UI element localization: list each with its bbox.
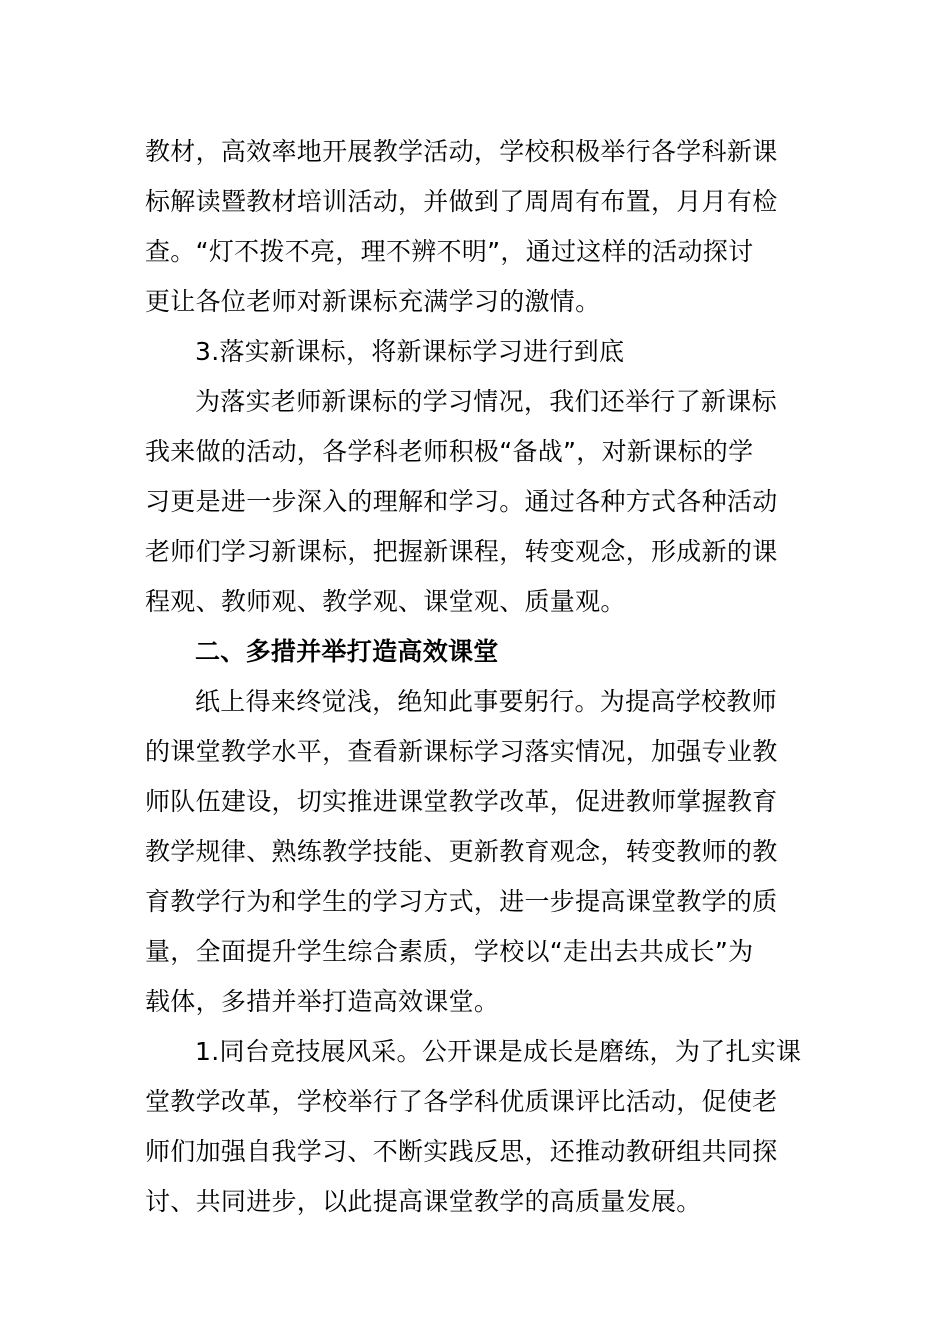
text-line: 师们加强自我学习、不断实践反思，还推动教研组共同探: [145, 1137, 778, 1166]
text-line: 量，全面提升学生综合素质，学校以“走出去共成长”为: [145, 937, 754, 966]
text-line: 更让各位老师对新课标充满学习的激情。: [145, 287, 601, 316]
text-line: 教学规律、熟练教学技能、更新教育观念，转变教师的教: [145, 837, 778, 866]
text-line: 查。“灯不拨不亮，理不辨不明”，通过这样的活动探讨: [145, 237, 754, 266]
section-heading: 二、多措并举打造高效课堂: [195, 637, 499, 666]
text-line: 的课堂教学水平，查看新课标学习落实情况，加强专业教: [145, 737, 778, 766]
text-line: 载体，多措并举打造高效课堂。: [145, 987, 500, 1016]
subheading-line: 3.落实新课标，将新课标学习进行到底: [195, 337, 625, 366]
text-line: 育教学行为和学生的学习方式，进一步提高课堂教学的质: [145, 887, 778, 916]
document-body: [145, 127, 809, 1227]
text-line: 1.同台竞技展风采。公开课是成长是磨练，为了扎实课: [195, 1037, 802, 1066]
text-line: 堂教学改革，学校举行了各学科优质课评比活动，促使老: [145, 1087, 778, 1116]
text-line: 老师们学习新课标，把握新课程，转变观念，形成新的课: [145, 537, 778, 566]
text-line: 标解读暨教材培训活动，并做到了周周有布置，月月有检: [145, 187, 778, 216]
text-line: 纸上得来终觉浅，绝知此事要躬行。为提高学校教师: [195, 687, 777, 716]
text-line: 教材，高效率地开展教学活动，学校积极举行各学科新课: [145, 137, 778, 166]
text-line: 程观、教师观、教学观、课堂观、质量观。: [145, 587, 626, 616]
text-line: 习更是进一步深入的理解和学习。通过各种方式各种活动: [145, 487, 778, 516]
text-line: 师队伍建设，切实推进课堂教学改革，促进教师掌握教育: [145, 787, 778, 816]
text-line: 我来做的活动，各学科老师积极“备战”，对新课标的学: [145, 437, 754, 466]
text-line: 为落实老师新课标的学习情况，我们还举行了新课标: [195, 387, 777, 416]
text-line: 讨、共同进步，以此提高课堂教学的高质量发展。: [145, 1187, 702, 1216]
